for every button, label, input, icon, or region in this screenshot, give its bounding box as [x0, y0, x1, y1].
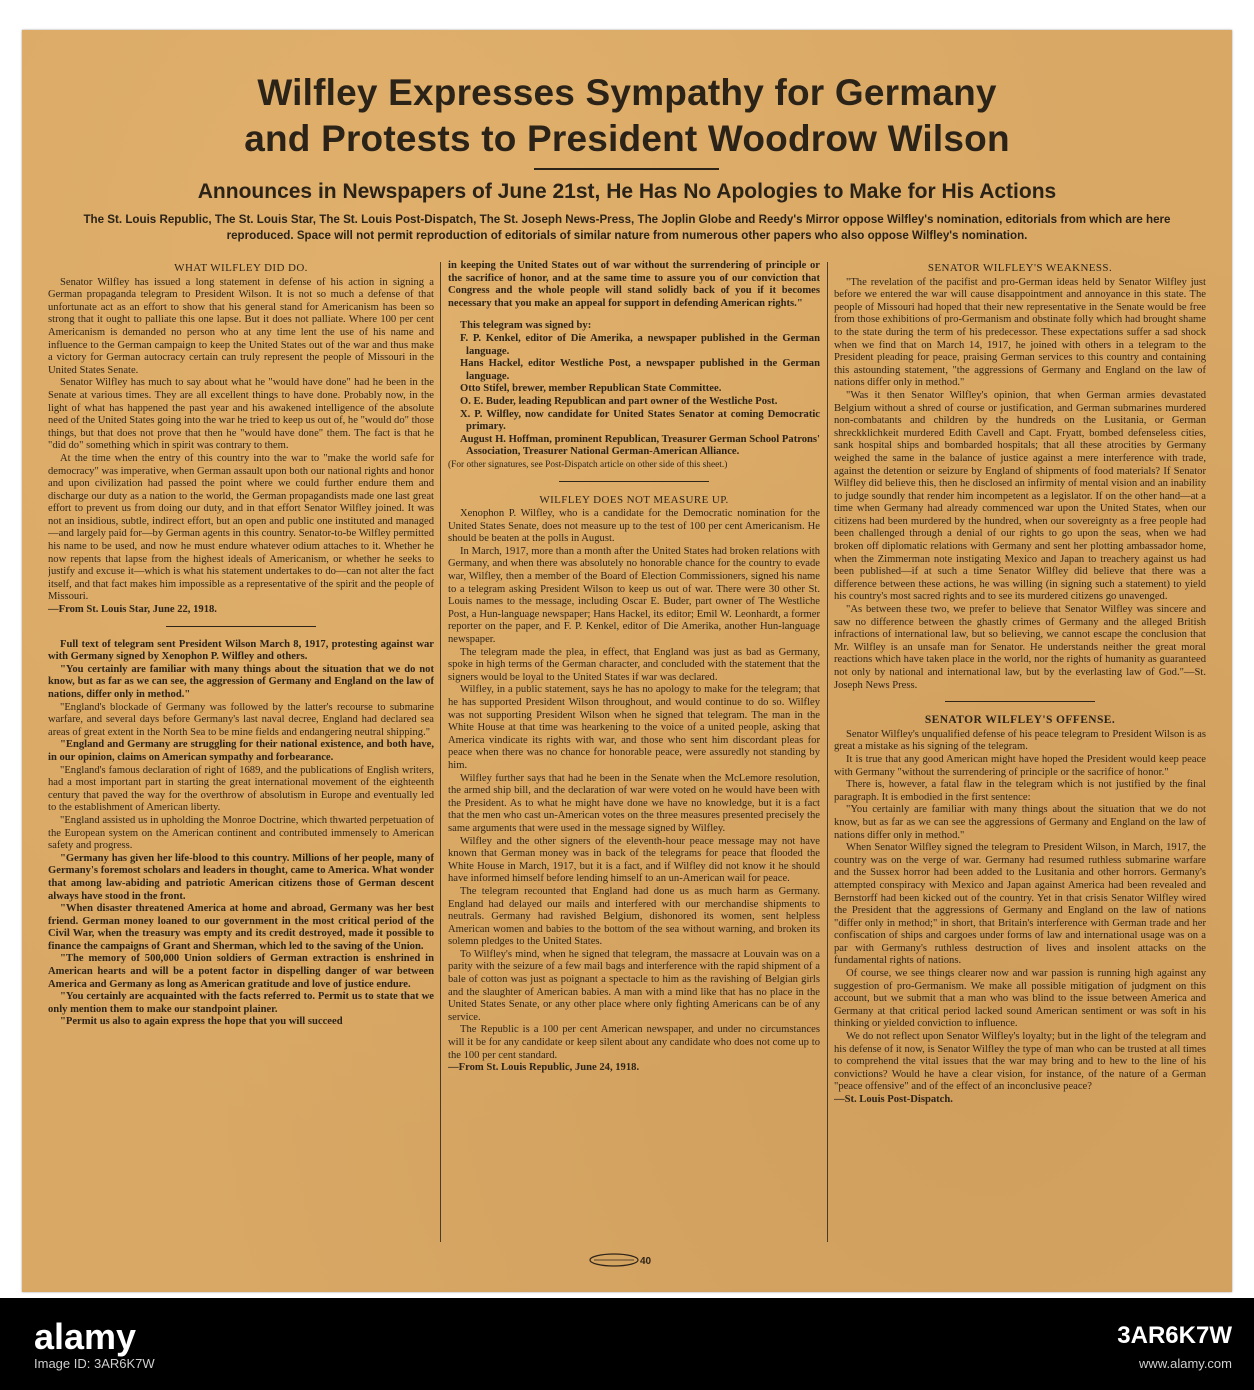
telegram-paragraph: "Germany has given her life-blood to this country. Millions of her people, many of Germany's foremost scholars and leaders in thought, came to America. What wonder that among law-abiding and patriotic American citizens those of German descent always have stood in the front.: [48, 852, 434, 902]
telegram-paragraph: "England and Germany are struggling for their national existence, and both have, in our opinion, claims on American sympathy and forbearance.: [48, 739, 434, 763]
paragraph: To Wilfley's mind, when he signed that telegram, the massacre at Louvain was on a parity with the seizure of a few mail bags and interference with the rapid shipment of a bale of cotton was just as poignant a spectacle to him as the ravishing of Belgian girls and the slaughter of American babies. A man with a mind like that has no place in the United States Senate, or any other place where only fighting Americans can be of any service.: [448, 948, 820, 1023]
column-3: [834, 260, 1206, 1246]
section-heading-offense: SENATOR WILFLEY'S OFFENSE.: [924, 714, 1116, 727]
paragraph: The telegram recounted that England had done us as much harm as Germany. England had delayed our mails and interfered with our merchandise shipments to neutrals. Germany had ravished Belgium, dishonored its women, sent helpless American women and babies to the bottom of the sea without warning, and broken its solemn pledges to the United States.: [448, 885, 820, 948]
signatory: Otto Stifel, brewer, member Republican State Committee.: [460, 383, 722, 395]
watermark-image-id: Image ID: 3AR6K7W: [34, 1356, 155, 1371]
paragraph: "Was it then Senator Wilfley's opinion, that when German armies devastated Belgium without a shred of course or justification, and German submarines murdered non-combatants and children by the hundreds on the Lusitania, or German shreckklichkeit murdered Edith Cavell and Capt. Fryatt, bombed defenseless cities, sank hospital ships and bombarded hospitals; that all these atrocities by Germany weighed the same in the balance of justice against a mere interference with trade, against the detention or seizure by England of shipments of food materials? If Senator Wilfley did believe this, then he disclosed an infirmity of mental vision and an inability to judge soundly that render him incompetent as a legislator. If on the other hand—at a time when Germany had already commenced war upon the United States, when our citizens had been murdered by the hundred, when our sovereignty as a free people had been challenged through a denial of our rights to go upon the seas, when we had broken off diplomatic relations with Germany and sent her plotting ambassador home, when the Zimmerman note instigating Mexico and Japan to treachery against us had been published—if at such a time Senator Wilfley did believe that there was a difference between these actions, he was willing (in signing such a statement) to yield his country's most sacred rights and to see its murdered citizens go unavenged.: [834, 389, 1206, 603]
watermark-logo: alamy: [34, 1316, 137, 1357]
paragraph: In March, 1917, more than a month after the United States had broken relations with Germany, and when there was absolutely no honorable chance for the country to evade war, Wilfley, then a member of the Board of Election Commissioners, signed his name to a telegram asking President Wilson to keep us out of war. There were 30 other St. Louis names to the message, including Oscar E. Buder, part owner of The Westliche Post, a Hun-language newspaper; Hans Hackel, its editor; Emil W. Leonhardt, a former reporter on the paper, and F. P. Kenkel, editor of Die Amerika, another Hun-language newspaper.: [448, 545, 820, 646]
telegram-paragraph: "England's famous declaration of right of 1689, and the publications of English writers, had a most important part in starting the great international movement of the eighteenth century that paved the way for the overthrow of absolutism in Europe and eventually led to the establishment of American liberty.: [48, 764, 434, 814]
headline-line-1: Wilfley Expresses Sympathy for Germany: [257, 72, 997, 113]
section-divider: [559, 481, 709, 482]
telegram-paragraph: "When disaster threatened America at home and abroad, Germany was her best friend. German money loaned to our government in the most critical period of the Civil War, when the treasury was empty and its credit destroyed, made it possible to finance the campaigns of Grant and Sherman, which led to the saving of the Union.: [48, 903, 434, 952]
subheadline: Announces in Newspapers of June 21st, He Has No Apologies to Make for His Actions: [197, 180, 1057, 203]
signature-note: (For other signatures, see Post-Dispatch article on other side of this sheet.): [448, 459, 728, 470]
paragraph: Xenophon P. Wilfley, who is a candidate for the Democratic nomination for the United States Senate, does not measure up to the test of 100 per cent Americanism. He should be beaten at the polls in August.: [448, 508, 820, 545]
union-label-number: 40: [640, 1256, 652, 1267]
telegram-paragraph: "You certainly are familiar with many things about the situation that we do not know, but as far as we can see, the aggression of Germany and England on the law of nations, differ only in method.": [48, 663, 434, 700]
source-citation: —St. Louis Post-Dispatch.: [834, 1094, 953, 1105]
headline-line-2: and Protests to President Woodrow Wilson: [244, 118, 1010, 159]
column-2: [448, 260, 820, 1246]
signed-by-label: This telegram was signed by:: [460, 320, 592, 332]
paragraph: Senator Wilfley's unqualified defense of his peace telegram to President Wilson is as great a mistake as his signing of the telegram.: [834, 728, 1206, 753]
paragraph: Senator Wilfley has much to say about what he "would have done" had he been in the Senate at various times. They are all excellent things to have done. Probably now, in the light of what has happened the past year and his awakened intelligence of the absolute need of the United States going into the war he tried to keep us out of, he "would do" those things, but that does not prove that then he "would have done" them. The fact is that he "did do" something which in spirit was contrary to them.: [48, 377, 434, 452]
signatory: August H. Hoffman, prominent Republican, Treasurer German School Patrons' Association, Treasurer National German-American Alliance.: [460, 433, 820, 458]
paragraph: "You certainly are familiar with many things about the situation that we do not know, but as far as we can see the aggressions of Germany and England on the law of nations differ only in method.": [834, 804, 1206, 841]
paragraph: There is, however, a fatal flaw in the telegram which is not justified by the final paragraph. It is embodied in the first sentence:: [834, 779, 1206, 803]
section-divider: [166, 626, 316, 627]
paragraph: Senator Wilfley has issued a long statement in defense of his action in signing a German propaganda telegram to President Wilson. It is not so much a defense of that unfortunate act as an effort to show that his general stand for Americanism has been so strong that it ought to palliate this one lapse. But it does not palliate. Where 100 per cent Americanism is demanded no person who at any time lent the use of his name and influence to the German campaign to keep the United States out of the war and thus make a victory for German autocracy certain can truly represent the people of Missouri in the United States Senate.: [48, 276, 434, 376]
paragraph: Wilfley further says that had he been in the Senate when the McLemore resolution, the armed ship bill, and the declaration of war were voted on he would have been with the President. As to what he might have done we have no knowledge, but it is a fact that the men who cast un-American votes on the three measures presented precisely the same arguments that were used in the message signed by Wilfley.: [448, 772, 820, 834]
section-divider: [945, 701, 1095, 702]
signatory: Hans Hackel, editor Westliche Post, a newspaper published in the German language.: [460, 358, 820, 382]
section-heading-does-not-measure-up: WILFLEY DOES NOT MEASURE UP.: [539, 493, 729, 506]
telegram-paragraph: "England's blockade of Germany was followed by the latter's recourse to submarine warfare, and several days before Germany's last naval decree, England had declared sea areas of great extent in the North Sea to be mine fields and endangering neutral shipping.": [48, 701, 434, 738]
paragraph: It is true that any good American might have hoped the President would keep peace with Germany "without the surrendering of principle or the sacrifice of honor.": [834, 753, 1206, 778]
column-divider-2: [827, 262, 828, 1242]
union-label-icon: [588, 1252, 658, 1268]
telegram-paragraph: "You certainly are acquainted with the facts referred to. Permit us to state that we only mention them to make our standpoint plainer.: [48, 991, 434, 1015]
column-1: [48, 260, 434, 1246]
paragraph: "The revelation of the pacifist and pro-German ideas held by Senator Wilfley just before we entered the war will cause disappointment and annoyance in this state. The people of Missouri had hoped that their new representative in the Senate would be free from those exhibitions of pro-Germanism and obstinate folly which had brought shame to the state during the term of his predecessor. These expectations suffer a sad shock when we find that on March 14, 1917, he joined with others in a telegram to the President pleading for peace, praising German services to this country and containing this astounding statement, "the aggressions of Germany and England on the law of nations differ only in method.": [834, 276, 1206, 389]
paragraph: Wilfley, in a public statement, says he has no apology to make for the telegram; that he has supported President Wilson throughout, and would continue to do so. Wilfley was not supporting President Wilson when he signed that telegram. The man in the White House at that time was hearkening to the voice of a united people, asking that America vindicate its rights with war, and those who sent him discordant pleas for peace when there was no chance for honorable peace, were assuredly not standing by him.: [448, 684, 820, 771]
section-heading-weakness: SENATOR WILFLEY'S WEAKNESS.: [927, 262, 1113, 274]
source-citation: —From St. Louis Republic, June 24, 1918.: [448, 1062, 640, 1074]
telegram-intro: Full text of telegram sent President Wilson March 8, 1917, protesting against war with Germany signed by Xenophon P. Wilfley and others.: [48, 638, 434, 663]
watermark-url: www.alamy.com: [1139, 1356, 1232, 1371]
telegram-paragraph: "The memory of 500,000 Union soldiers of German extraction is enshrined in American hearts and will be a potent factor in dispelling danger of war between America and Germany as long as American gratitude and love of justice endure.: [48, 953, 434, 990]
paragraph: At the time when the entry of this country into the war to "make the world safe for democracy" was imperative, when German assault upon both our national rights and honor and upon civilization had passed the point where we could further endure them and discharge our duty as a nation to the world, the German propagandists made one last great effort to prevent us from doing our duty, and in that effort Senator Wilfley joined. It was not an insidious, subtle, indirect effort, but an open and public one instituted and managed—and largely paid for—by German agents in this country. Senator-to-be Wilfley permitted his name to be used, and now he must endure whatever odium attaches to it. Whether he now repents that lapse from the highest ideals of Americanism, or whether he seeks to justify and excuse it—which is what his statement undertakes to do—can not alter the fact itself, and that fact makes him impossible as a representative of the spirit and the people of Missouri.: [48, 452, 434, 603]
paragraph: We do not reflect upon Senator Wilfley's loyalty; but in the light of the telegram and his defense of it now, is Senator Wilfley the type of man who can be trusted at all times to comprehend the vital issues that the war may bring and to hew to the line of his convictions? Would he have a clear vision, for instance, of the nature of a German "peace offensive" and of the effect of an inconclusive peace?: [834, 1031, 1206, 1093]
telegram-continuation: in keeping the United States out of war without the surrendering of principle or the sacrifice of honor, and at the same time to assure you of our conviction that Congress and the whole people will stand solidly back of you if it becomes necessary that you make an appeal for support in defending American rights.": [448, 260, 820, 309]
paragraph: Wilfley and the other signers of the eleventh-hour peace message may not have known that German money was in back of the telegrams for peace that flooded the White House in March, 1917, but it is a fact, and if Wilfley did not know it he should have informed himself before lending himself to an un-American wail for peace.: [448, 835, 820, 885]
signatory: F. P. Kenkel, editor of Die Amerika, a newspaper published in the German language.: [460, 332, 820, 357]
signatory: X. P. Wilfley, now candidate for United States Senator at coming Democratic primary.: [460, 408, 820, 433]
newspaper-sheet: [22, 30, 1232, 1292]
section-heading-what-wilfley-did-do: WHAT WILFLEY DID DO.: [174, 262, 308, 274]
watermark-bar: [0, 1298, 1254, 1390]
paragraph: The Republic is a 100 per cent American newspaper, and under no circumstances will it be for any candidate or keep silent about any candidate who does not come up to the 100 per cent standard.: [448, 1024, 820, 1061]
source-citation: —From St. Louis Star, June 22, 1918.: [48, 604, 217, 616]
paragraph: The telegram made the plea, in effect, that England was just as bad as Germany, spoke in high terms of the German character, and concluded with the statement that the signers would be loyal to the United States if war was declared.: [448, 646, 820, 683]
paragraph: When Senator Wilfley signed the telegram to President Wilson, in March, 1917, the country was on the verge of war. Germany had resumed ruthless submarine warfare and the Sussex horror had been added to the Lusitania and other horrors. Germany's attempted conspiracy with Mexico and Japan against America had been revealed and Bernstorff had been kicked out of the country. Yet in that crisis Senator Wilfley wired the President that the aggressions of Germany and England on the law of nations "differ only in method;" in short, that Britain's interference with German trade and her confiscation of ships and cargoes under forms of law and international usage was on a par with Germany's ruthless destruction of lives and insolent attacks on the fundamental rights of nations.: [834, 842, 1206, 967]
intro-paragraph: The St. Louis Republic, The St. Louis Star, The St. Louis Post-Dispatch, The St. Joseph News-Press, The Joplin Globe and Reedy's Mirror oppose Wilfley's nomination, editorials from which are here reproduced. Space will not permit reproduction of editorials of similar nature from numerous other papers who also oppose Wilfley's nomination.: [83, 213, 1171, 242]
telegram-paragraph: "England assisted us in upholding the Monroe Doctrine, which thwarted perpetuation of the European system on the American continent and contributed immensely to American safety and progress.: [48, 814, 434, 852]
title-divider: [534, 168, 719, 170]
watermark-code: 3AR6K7W: [1117, 1322, 1232, 1349]
paragraph: "As between these two, we prefer to believe that Senator Wilfley was sincere and saw no difference between the ghastly crimes of Germany and the alleged British infractions of international law, but so believing, we cannot escape the conclusion that Mr. Wilfley is an unsafe man for Senator. He understands neither the great moral reactions which have taken place in the world, nor the rights of humanity as guaranteed not only by national and international law, but by the everlasting law of God."—St. Joseph News Press.: [834, 604, 1206, 691]
column-divider-1: [440, 262, 441, 1242]
telegram-paragraph: "Permit us also to again express the hope that you will succeed: [60, 1016, 343, 1028]
signatory: O. E. Buder, leading Republican and part owner of the Westliche Post.: [460, 395, 778, 407]
paragraph: Of course, we see things clearer now and war passion is running high against any suggestion of pro-Germanism. We make all possible mitigation of judgment on this account, but we submit that a man who was blind to the issue between America and Germany at that critical period lacked sound American sentiment or was soft in his thinking or yielded conviction to influence.: [834, 968, 1206, 1030]
